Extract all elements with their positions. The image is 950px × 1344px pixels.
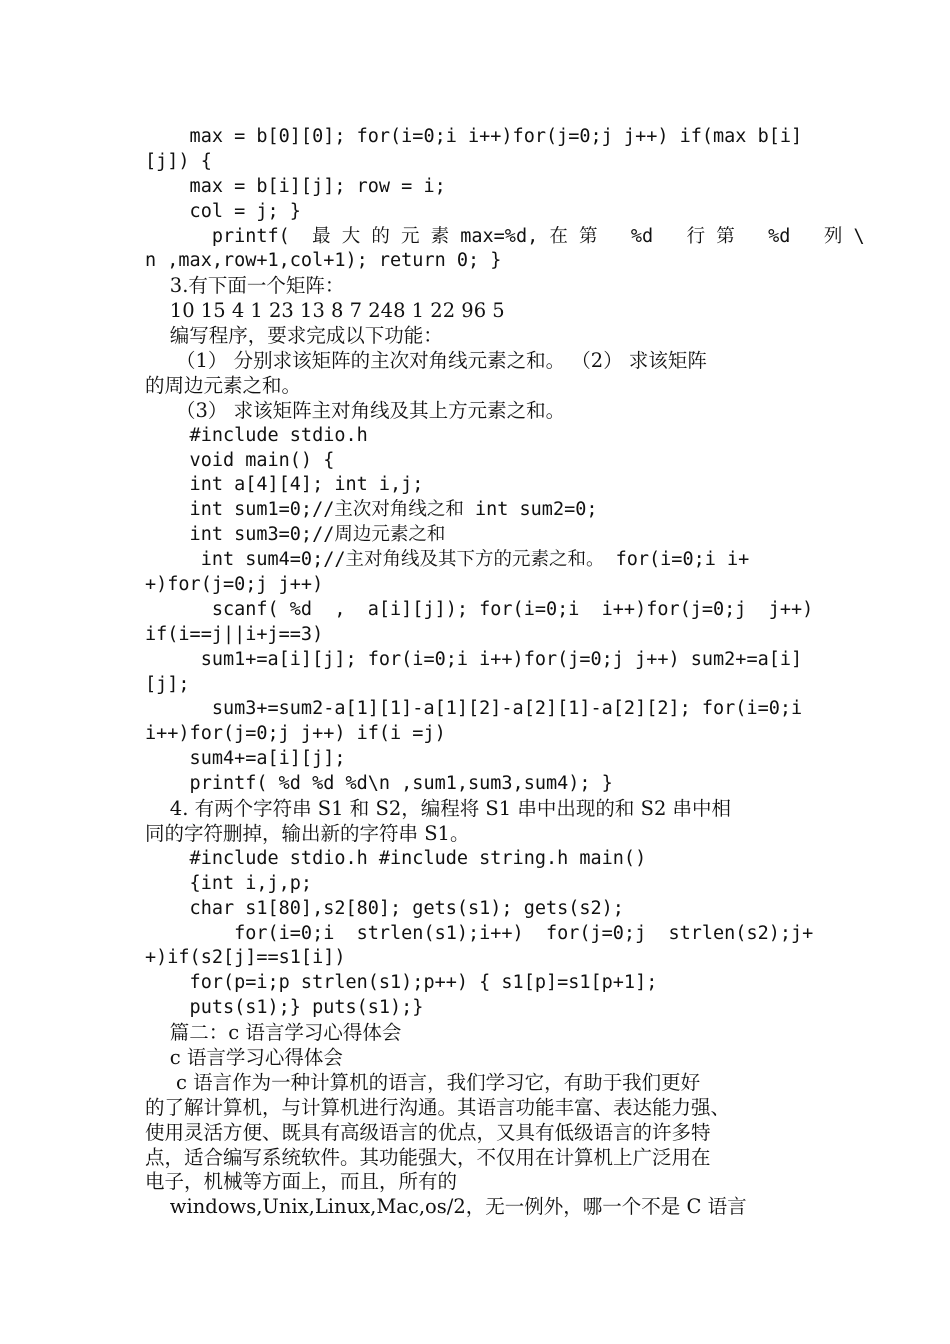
code-line: max = b[0][0]; for(i=0;i i++)for(j=0;j j++) if(max b[i] (145, 126, 803, 147)
code-line: [j]) { (145, 150, 212, 172)
code-line: int sum4=0;//主对角线及其下方的元素之和。 for(i=0;i i+ (145, 549, 750, 571)
code-line: {int i,j,p; (145, 872, 313, 894)
code-line: +)if(s2[j]==s1[i]) (145, 947, 346, 969)
matrix-values: 10 15 4 1 23 13 8 7 248 1 22 96 5 (145, 299, 505, 323)
paragraph-line: windows,Unix,Linux,Mac,os/2，无一例外，哪一个不是 C 语言 (145, 1195, 747, 1219)
paragraph-line: 电子，机械等方面上，而且，所有的 (145, 1170, 458, 1194)
document-body (145, 125, 865, 1220)
question-heading: 4. 有两个字符串 S1 和 S2，编程将 S1 串中出现的和 S2 串中相 (145, 797, 732, 821)
code-line: printf( %d %d %d\n ,sum1,sum3,sum4); } (145, 773, 613, 795)
code-line: char s1[80],s2[80]; gets(s1); gets(s2); (145, 897, 624, 919)
code-line: printf( 最 大 的 元 素 max=%d, 在 第 %d 行 第 %d 列 \ (145, 225, 865, 247)
text-line: 编写程序，要求完成以下功能： (145, 324, 443, 348)
code-line: i++)for(j=0;j j++) if(i =j) (145, 723, 446, 745)
code-line: void main() { (145, 449, 335, 471)
code-line: for(i=0;i strlen(s1);i++) for(j=0;j strlen(s2);j+ (145, 922, 814, 944)
code-line: max = b[i][j]; row = i; (145, 175, 446, 197)
code-line: +)for(j=0;j j++) (145, 574, 324, 596)
paragraph-line: 使用灵活方便、既具有高级语言的优点，又具有低级语言的许多特 (145, 1120, 711, 1144)
code-line: sum4+=a[i][j]; (145, 748, 346, 770)
code-line: #include stdio.h #include string.h main() (145, 847, 647, 869)
code-line: #include stdio.h (145, 424, 368, 446)
paragraph-line: 点，适合编写系统软件。其功能强大，不仅用在计算机上广泛用在 (145, 1145, 711, 1169)
text-line: 同的字符删掉，输出新的字符串 S1。 (145, 821, 470, 845)
paragraph-line: c 语言作为一种计算机的语言，我们学习它，有助于我们更好 (145, 1070, 701, 1094)
code-line: for(p=i;p strlen(s1);p++) { s1[p]=s1[p+1]; (145, 972, 658, 994)
code-line: col = j; } (145, 200, 301, 222)
code-line: sum3+=sum2-a[1][1]-a[1][2]-a[2][1]-a[2][2]; for(i=0;i (145, 698, 803, 720)
section-heading: 篇二：c 语言学习心得体会 (145, 1021, 402, 1045)
code-line: int sum3=0;//周边元素之和 (145, 524, 446, 546)
code-line: puts(s1);} puts(s1);} (145, 997, 424, 1019)
question-heading: 3.有下面一个矩阵： (145, 274, 345, 298)
paragraph-line: 的了解计算机，与计算机进行沟通。其语言功能丰富、表达能力强、 (145, 1095, 731, 1119)
article-title: c 语言学习心得体会 (145, 1045, 343, 1069)
code-line: scanf( %d , a[i][j]); for(i=0;i i++)for(j=0;j j++) (145, 598, 814, 620)
code-line: sum1+=a[i][j]; for(i=0;i i++)for(j=0;j j++) sum2+=a[i] (145, 648, 803, 670)
text-line: 的周边元素之和。 (145, 373, 302, 397)
code-line: [j]; (145, 673, 190, 695)
code-line: n ,max,row+1,col+1); return 0; } (145, 250, 502, 272)
text-line: （1） 分别求该矩阵的主次对角线元素之和。 （2） 求该矩阵 (145, 349, 707, 373)
text-line: （3） 求该矩阵主对角线及其上方元素之和。 (145, 398, 566, 422)
code-line: int sum1=0;//主次对角线之和 int sum2=0; (145, 499, 598, 521)
code-line: if(i==j||i+j==3) (145, 623, 324, 645)
code-line: int a[4][4]; int i,j; (145, 474, 424, 496)
